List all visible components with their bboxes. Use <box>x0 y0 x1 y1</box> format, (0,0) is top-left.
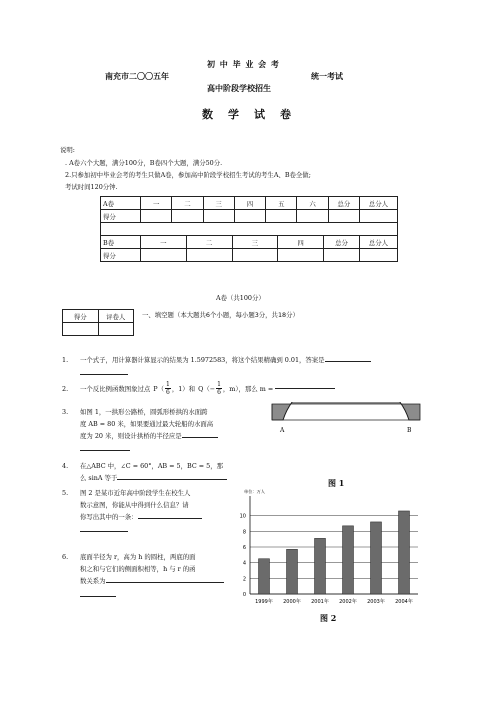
frac-numerator: 1 <box>166 381 170 388</box>
q4-line-1: 在△ABC 中，∠C = 60°，AB = 5，BC = 5，那 <box>80 462 223 470</box>
q3-stem: 度为 20 米，则设计拱桥的半径应是 <box>80 432 182 440</box>
q6-line-1: 底面半径为 r，高为 h 的圆柱，两底的面 <box>80 553 196 561</box>
grader-header: 得分 <box>63 310 99 323</box>
score-cell[interactable] <box>360 210 398 223</box>
q6-stem: 数关系为 <box>80 577 106 585</box>
q5-line-2: 数示意图，你能从中得到什么信息？请 <box>80 501 189 509</box>
header-city-year: 南充市二〇〇五年 <box>105 71 169 81</box>
y-axis-label: 单位：万人 <box>244 489 265 494</box>
frac-denominator: 6 <box>217 389 221 396</box>
table-a-header: 五 <box>266 197 297 210</box>
bar <box>259 559 270 594</box>
score-cell[interactable] <box>324 249 360 262</box>
score-cell[interactable] <box>172 210 203 223</box>
q3-number: 3. <box>62 408 69 416</box>
y-tick-label: 10 <box>239 513 246 520</box>
q1-answer-blank[interactable] <box>325 361 371 362</box>
q5-line-1: 图 2 是某市近年高中阶段学生在校生人 <box>80 489 191 497</box>
q3-answer-blank-cont[interactable] <box>80 450 130 451</box>
x-tick-label: 1999年 <box>255 599 273 605</box>
x-tick-label: 2004年 <box>395 599 413 605</box>
q5-answer-blank-cont[interactable] <box>80 531 128 532</box>
figure1-bridge <box>270 402 422 470</box>
figure1-caption: 图 1 <box>328 478 345 488</box>
figure1-label-b: B <box>407 427 412 434</box>
header-line1: 初 中 毕 业 会 考 <box>207 59 280 69</box>
q6-answer-blank[interactable] <box>106 582 224 583</box>
table-b-row-label: 得分 <box>101 249 141 262</box>
bar <box>343 526 354 594</box>
score-cell[interactable] <box>360 249 398 262</box>
q3-line-2: 度 AB = 80 米，如果要通过最大轮船的水面高 <box>80 420 214 428</box>
q2-point-q: Q（− <box>198 384 216 393</box>
q5-line-3 <box>80 513 202 521</box>
q4-number: 4. <box>62 462 69 470</box>
q2-p-tail: ，1）和 <box>171 384 196 393</box>
table-a-header: A卷 <box>101 197 141 210</box>
q6-line-3 <box>80 577 224 585</box>
q6-line-2: 积之和与它们的侧面积相等，h 与 r 的函 <box>80 565 196 573</box>
q1-text <box>80 356 371 364</box>
table-a-header: 总分 <box>328 197 359 210</box>
q2-fraction-1 <box>165 381 171 396</box>
table-b-header: 三 <box>232 236 278 249</box>
page-title: 数 学 试 卷 <box>202 108 293 121</box>
table-a-row-label: 得分 <box>101 210 141 223</box>
y-tick-label: 0 <box>242 592 246 598</box>
q2-text <box>80 381 335 396</box>
score-cell[interactable] <box>232 249 278 262</box>
frac-denominator: 6 <box>166 389 170 396</box>
header-line3: 高中阶段学校招生 <box>207 83 271 93</box>
table-a-header: 三 <box>203 197 234 210</box>
figure2-bar-chart <box>232 486 422 608</box>
table-a-header: 六 <box>297 197 328 210</box>
score-cell[interactable] <box>266 210 297 223</box>
q3-line-1: 如图 1，一拱形公路桥，圆弧形桥拱的水面跨 <box>80 408 208 416</box>
table-a-header: 四 <box>234 197 265 210</box>
table-a-header: 一 <box>141 197 172 210</box>
table-b-header: 总分人 <box>360 236 398 249</box>
q3-answer-blank[interactable] <box>182 437 218 438</box>
instruction-2: 2.只参加初中毕业会考的考生只做A卷，参加高中阶段学校招生考试的考生A、B卷全做; <box>65 171 311 179</box>
figure1-label-a: A <box>280 427 285 434</box>
q2-q-tail: ，m），那么 m = <box>222 384 274 393</box>
figure2-caption: 图 2 <box>320 613 337 623</box>
score-cell[interactable] <box>297 210 328 223</box>
frac-numerator: 1 <box>217 381 221 388</box>
table-b-header: 一 <box>141 236 187 249</box>
q5-number: 5. <box>62 489 69 497</box>
q4-line-2 <box>80 474 227 482</box>
score-cell[interactable] <box>203 210 234 223</box>
y-tick-label: 4 <box>242 560 246 567</box>
grader-box <box>62 309 134 336</box>
q4-stem: 么 sinA 等于 <box>80 474 118 482</box>
y-tick-label: 6 <box>242 545 246 551</box>
q6-answer-blank-cont[interactable] <box>80 596 116 597</box>
table-spacer-row <box>101 223 398 236</box>
bar <box>315 538 326 594</box>
table-b-header: 二 <box>186 236 232 249</box>
q4-answer-blank[interactable] <box>117 479 227 480</box>
q2-fraction-2 <box>216 381 222 396</box>
q1-answer-blank-cont[interactable] <box>80 374 128 375</box>
bar <box>371 522 382 594</box>
bar <box>399 511 410 594</box>
x-tick-label: 2003年 <box>367 599 385 605</box>
q5-stem: 你写出其中的一条： <box>80 513 138 521</box>
q3-line-3 <box>80 432 218 440</box>
q1-number: 1. <box>62 356 69 364</box>
q2-number: 2. <box>62 385 69 393</box>
score-cell[interactable] <box>328 210 359 223</box>
x-tick-label: 2001年 <box>311 599 329 605</box>
section-a-title: A卷（共100分） <box>216 294 265 302</box>
q5-answer-blank[interactable] <box>138 518 202 519</box>
table-b-header: 总分 <box>324 236 360 249</box>
grader-cell[interactable] <box>98 323 134 336</box>
y-tick-label: 2 <box>242 576 246 583</box>
q2-point-p: P（ <box>153 384 164 393</box>
score-cell[interactable] <box>234 210 265 223</box>
instruction-3: 考试时间120分钟. <box>65 183 118 191</box>
score-table-a <box>100 196 398 236</box>
table-b-header: B卷 <box>101 236 141 249</box>
q1-stem: 一个式子，用计算器计算显示的结果为 1.5972583，将这个结果精确到 0.01，答案是 <box>80 356 325 364</box>
grader-cell[interactable] <box>63 323 99 336</box>
score-cell[interactable] <box>141 249 187 262</box>
table-a-header: 总分人 <box>360 197 398 210</box>
y-tick-label: 8 <box>242 529 246 536</box>
score-cell[interactable] <box>278 249 324 262</box>
score-table-b <box>100 235 398 262</box>
q6-number: 6. <box>62 553 69 561</box>
instructions-label: 说明: <box>60 146 75 154</box>
part1-title: 一、填空题（本大题共6个小题，每小题3分，共18分） <box>142 311 299 319</box>
bar <box>287 549 298 594</box>
header-exam-type: 统一考试 <box>311 71 343 81</box>
instruction-1: . A卷六个大题，满分100分，B卷四个大题，满分50分. <box>65 159 223 167</box>
score-cell[interactable] <box>141 210 172 223</box>
x-tick-label: 2002年 <box>339 599 357 605</box>
q2-stem: 一个反比例函数图象过点 <box>80 384 151 393</box>
table-b-header: 四 <box>278 236 324 249</box>
table-a-header: 二 <box>172 197 203 210</box>
q2-answer-blank[interactable] <box>275 388 335 389</box>
score-cell[interactable] <box>186 249 232 262</box>
x-tick-label: 2000年 <box>283 599 301 605</box>
grader-header: 评卷人 <box>98 310 134 323</box>
